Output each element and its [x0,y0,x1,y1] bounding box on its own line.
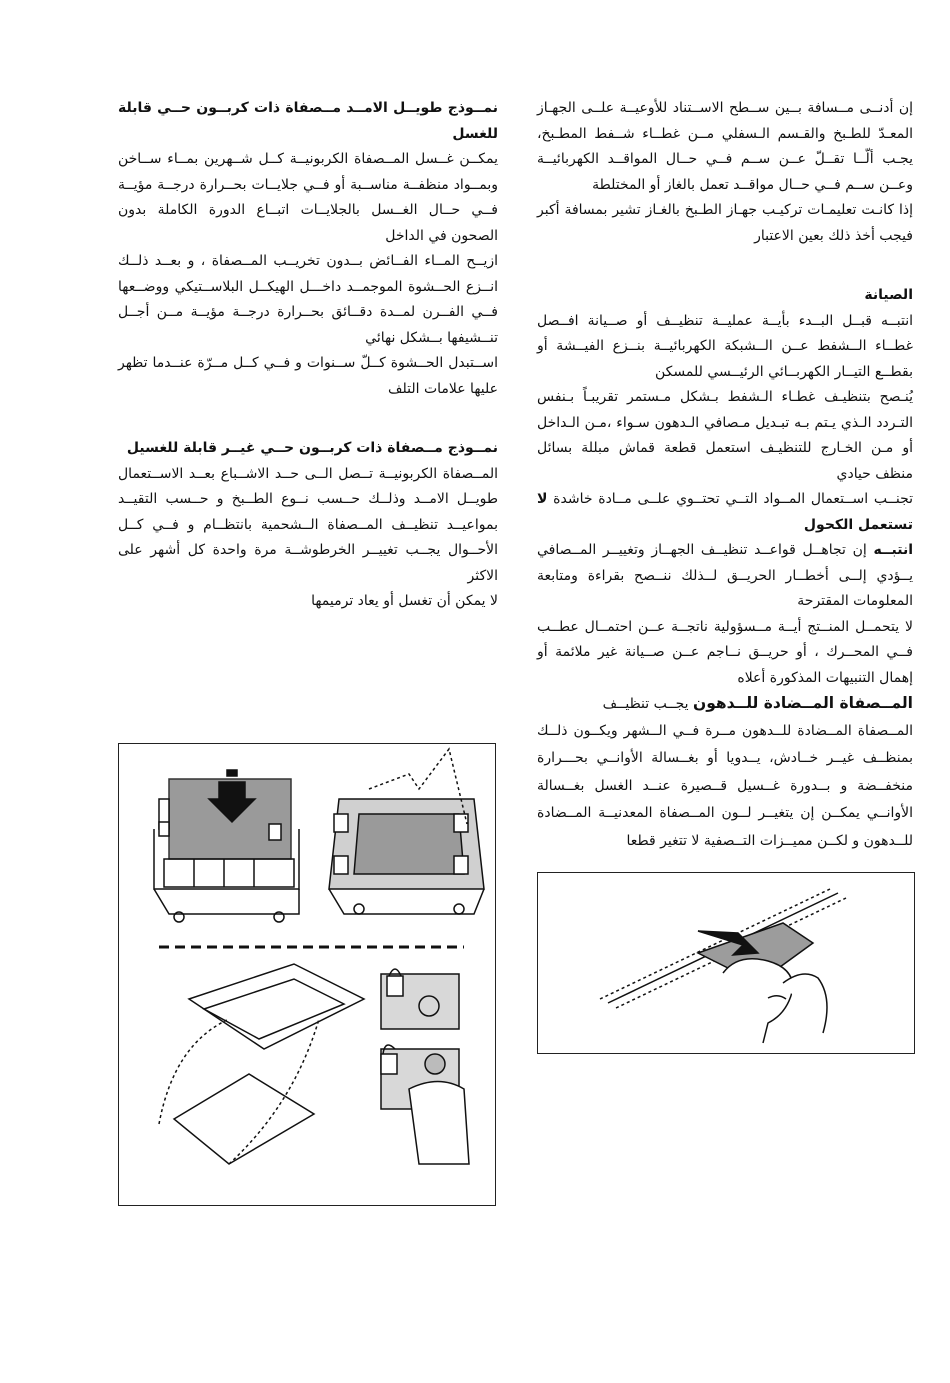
carbon-filter-illustration [118,743,496,1206]
grease-filter-paragraph [537,691,913,718]
non-washable-filter-heading: نمــوذج مــصفاة ذات كربــون حــي غيــر قابلة للغسيل [126,440,498,456]
liability-paragraph: لا يتحمــل المنــتج أيــة مــسؤولية ناتجــة عــن احتمــال عطــب فــي المحــرك ، أو حريــق نــاجم عــن صــيانة غير ملائمة أو إهمال التنبيهات المذكورة أعلاه [537,618,913,686]
cleaning-paragraph: يُنـصح بتنظيـف غطـاء الـشفط بـشكل مـستمر تقريبـاً بـنفس التـردد الـذي يـتم بـه تبـديل مـصافي الـدهون سـواء ،مـن الـداخل أو مـن الخـارج للتنظيـف استعمل قطعة قماش مبللة بسائل منظف حيادي [537,389,913,482]
fire-warning-text: إن تجاهــل قواعــد تنظيــف الجهــاز وتغييــر المــصافي يــؤدي إلــى أخطــار الحريــق لــذلك ننــصح بقراءة ومتابعة المعلومات المقترحة [537,542,913,609]
non-washable-text-2: لا يمكن أن تغسل أو يعاد ترميمها [311,593,498,609]
grease-filter-illustration [537,872,915,1054]
installation-note: إذا كانـت تعليمـات تركيـب جهـاز الطـبخ بالغـاز تشير بمسافة أكبر فيجب أخذ ذلك بعين الاعتبار [537,202,913,244]
washable-text-1: يمكــن غــسل المــصفاة الكربونيــة كــل شــهرين بمــاء ســاخن وبمــواد منظفــة مناســبة أو فــي جلايــات بحــرارة درجــة مؤيــة فــي حــال الغــسل بالجلايــات اتبــاع الدورة الكاملة بدون الصحون في الداخل [118,151,498,244]
fire-warning-label: انتبــه [873,542,914,558]
abrasive-text: تجنــب اســتعمال المــواد التــي تحتــوي علــى مــادة خاشدة [553,491,914,507]
intro-paragraph: إن أدنــى مــسافة بــين ســطح الاســتناد للأوعيــة علــى الجهـاز المعـدّ للطـبخ والقـسم الـسفلي مــن غطــاء شــفط المطـبخ، يجـب ألّــا تقــلّ عــن ســم فــي حــال المواقــد الكهربائيــة وعــن ســم فــي حــال مواقــد تعمل بالغاز أو المختلطة [537,100,913,193]
grease-filter-heading: المــصفاة المــضادة للــدهون [692,694,913,712]
no-alcohol-warning: لا تستعمل الكحول [537,491,913,533]
fire-warning-paragraph [537,538,913,615]
abrasive-paragraph [537,487,913,538]
washable-text-2: ازيــح المــاء الفــائض بــدون تخريــب المــصفاة ، و بعــد ذلــك انــزع الحــشوة الموجمــد داخـــل الهيكــل البلاســتيكي ووضــعها فــي الفــرن لمــدة دقــائق بحــرارة درجــة مؤيــة مــن أجــل تنــشيفها بــشكل نهائي [118,253,498,346]
right-column [537,96,913,855]
grease-filter-text: المــصفاة المــضادة للــدهون مــرة فــي الــشهر ويكــون ذلــك بمنظــف غيــر خــادش، يــدويا أو بغــسالة الأوانــي بحـــرارة منخفــضة و بــدورة غــسيل قــصيرة عنــد الغسل بغــسالة الأوانــي يمكــن إن يتغيــر لــون المــصفاة المعدنيــة المــضادة للــدهون و لكــن مميــزات التــصفية لا تتغير قطعا [537,722,913,849]
carbon-filter-drawing [119,744,495,1205]
maintenance-heading: الصيانة [864,287,913,303]
non-washable-text-1: المــصفاة الكربونيــة تــصل الــى حــد الاشــباع بعــد الاســتعمال طويــل الامــد وذلــك حــسب نــوع الطــبخ و حــسب التقيــد بمواعيــد تنظيــف المــصفاة الــشحمية بانتظــام و فــي كــل الأحــوال يجــب تغييــر الخرطوشــة مرة واحدة كل أشهر على الاكثر [118,465,498,584]
grease-filter-lead: يجــب تنظيــف [602,696,689,712]
washable-text-3: اســتبدل الحــشوة كــلّ ســنوات و فــي كــل مــرّة عنــدما تظهر عليها علامات التلف [118,355,498,397]
washable-filter-heading: نمــوذج طويــل الامــد مــصفاة ذات كربــون حــي قابلة للغسل [118,100,498,142]
warning-disconnect: انتبــه قبــل البــدء بأيــة عمليــة تنظيــف أو صــيانة افــصل غطــاء الــشفط عــن الــشبكة الكهربائيــة بنــزع الفيــشة أو بقطــع التيــار الكهربــائي الرئيــسي للمسكن [537,312,913,380]
left-column [118,96,498,615]
grease-filter-drawing [538,873,914,1053]
